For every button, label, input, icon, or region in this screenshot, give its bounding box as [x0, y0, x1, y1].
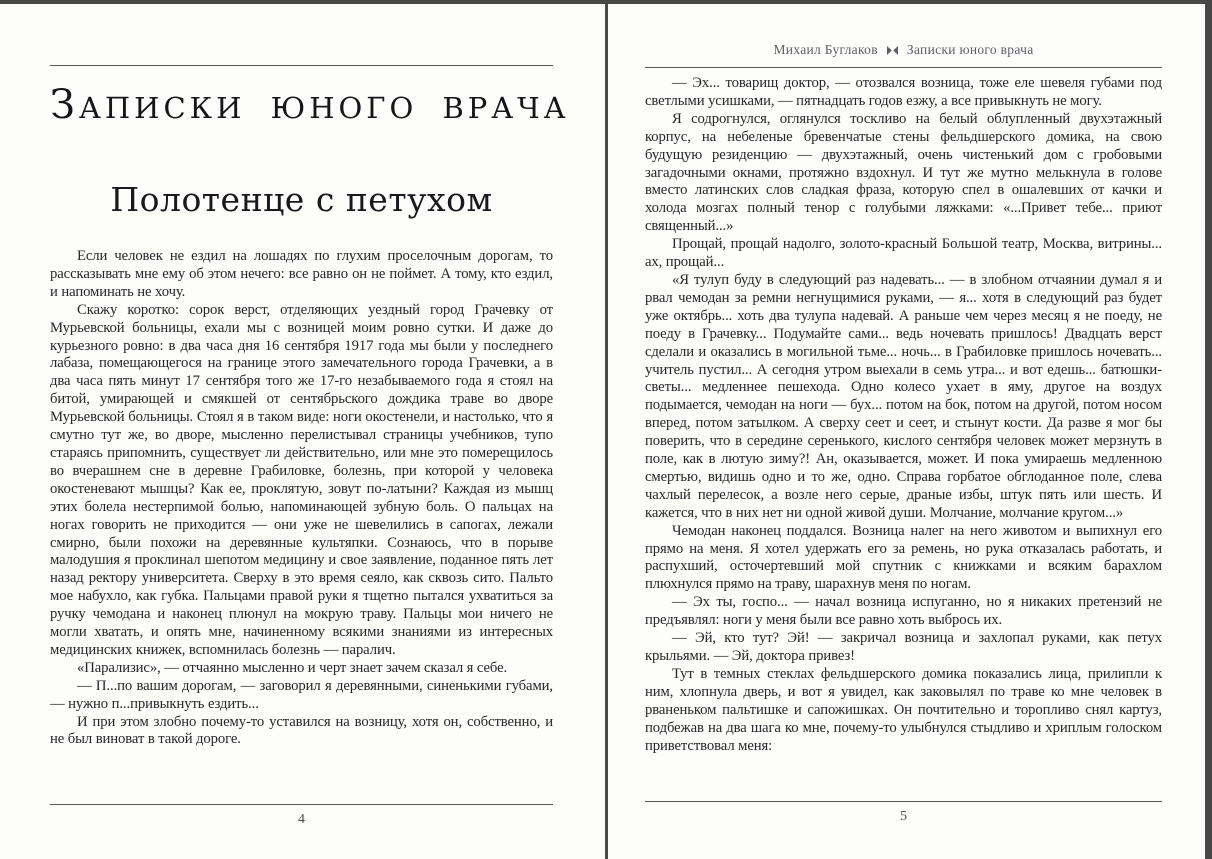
paragraph: Чемодан наконец поддался. Возница налег на него животом и выпихнул его прямо на меня. Я хотел удержать его за ремень, но рука отказалась работать, и распухший, осточертевший мой спутник с книжками и всяким барахлом плюхнулся прямо на траву, шарахнув меня по ногам. [645, 522, 1162, 593]
series-title: ЗАПИСКИ ЮНОГО ВРАЧА [50, 82, 570, 128]
paragraph: «Парализис», — отчаянно мысленно и черт знает зачем сказал я себе. [77, 659, 508, 676]
page-left [0, 4, 605, 859]
window-frame-right [1205, 0, 1212, 859]
paragraph: — Эй, кто тут? Эй! — закричал возница и захлопал руками, как петух крыльями. — Эй, доктора привез! [645, 630, 1162, 664]
page-right [608, 4, 1205, 859]
paragraph: Тут в темных стеклах фельдшерского домика показались лица, прилипли к ним, хлопнула дверь, и вот я увидел, как заковылял по траве ко мне человек в рваненьком пальтишке и сапожишках. Он почтительно и торопливо снял картуз, подбежав на два шага ко мне, почему-то улыбнулся стыдливо и хриплым голоском приветствовал меня: [645, 665, 1162, 754]
paragraph: Прощай, прощай надолго, золото-красный Большой театр, Москва, витрины... ах, прощай... [645, 236, 1162, 271]
left-footer-rule [50, 804, 553, 805]
paragraph: Если человек не ездил на лошадях по глухим проселочным дорогам, то рассказывать мне ему об этом нечего: все равно он не поймет. А тому, кто ездил, и напоминать не хочу. [50, 248, 553, 300]
chapter-title: Полотенце с петухом [110, 180, 493, 219]
window-frame-top [0, 0, 1212, 4]
paragraph: И при этом злобно почему-то уставился на возницу, хотя он, собственно, и не был виноват в такой дороге. [50, 713, 553, 748]
left-page-text [50, 248, 553, 749]
right-header-rule [645, 67, 1162, 68]
paragraph: — П...по вашим дорогам, — заговорил я деревянными, синенькими губами, — нужно п...привыкнуть ездить... [50, 677, 553, 712]
page-number-right: 5 [900, 809, 907, 824]
paragraph: Скажу коротко: сорок верст, отделяющих уездный город Грачевку от Мурьевской больницы, ехали мы с возницей моим ровно сутки. И даже до курьезного ровно: в два часа дня 16 сентября 1917 года мы были у последнего лабаза, помещающегося на границе этого замечательного города Грачевки, а в два часа пять минут 17 сентября того же 17-го незабываемого года я стоял на битой, умирающей и смякшей от сентябрьского дождика траве во дворе Мурьевской больницы. Стоял я в таком виде: ноги окостенели, и настолько, что я смутно тут же, во дворе, мысленно перелистывал страницы учебников, тупо стараясь припомнить, существует ли действительно, или мне это померещилось во вчерашнем сне в деревне Грабиловке, болезнь, при которой у человека окостеневают мышцы? Как ее, проклятую, зовут по-латыни? Каждая из мышц этих болела нестерпимой болью, напоминающей зубную боль. О пальцах на ногах говорить не приходится — они уже не шевелились в сапогах, лежали смирно, были похожи на деревянные культяпки. Сознаюсь, что в порыве малодушия я проклинал шепотом медицину и свое заявление, поданное пять лет назад ректору университета. Сверху в это время сеяло, как сквозь сито. Пальто мое набухло, как губка. Пальцами правой руки я тщетно пытался ухватиться за ручку чемодана и наконец плюнул на мокрую траву. Пальцы мои ничего не могли хватать, и опять мне, начиненному всякими знаниями из интересных медицинских книжек, вспомнилась болезнь — паралич. [50, 301, 553, 658]
running-header [645, 42, 1162, 58]
page-spread-divider [605, 0, 608, 859]
running-header-author: Михаил Буглаков [773, 42, 878, 57]
left-header-rule [50, 65, 553, 66]
bowtie-ornament-icon [887, 46, 898, 55]
running-header-book-title: Записки юного врача [906, 42, 1034, 57]
paragraph: Я содрогнулся, оглянулся тоскливо на белый облупленный двухэтажный корпус, на небеленые бревенчатые стены фельдшерского домика, на свою будущую резиденцию — двухэтажный, очень чистенький дом с гробовыми загадочными окнами, протяжно вздохнул. И тут же мутно мелькнула в голове вместо латинских слов сладкая фраза, которую спел в ошалевших от качки и холода мозгах полный тенор с голубыми ляжками: «...Привет тебе... приют священный...» [645, 110, 1162, 235]
right-page-text [645, 75, 1162, 755]
page-number-left: 4 [298, 812, 305, 827]
paragraph: — Эх ты, госпо... — начал возница испуганно, но я никаких претензий не предъявлял: ноги у меня были все равно хоть выбрось их. [645, 594, 1162, 629]
paragraph: — Эх... товарищ доктор, — отозвался возница, тоже еле шевеля губами под светлыми усишками, — пятнадцать годов езжу, а все привыкнуть не могу. [645, 75, 1162, 109]
paragraph: «Я тулуп буду в следующий раз надевать... — в злобном отчаянии думал я и рвал чемодан за ремни негнущимися руками, — я... хотя в следующий раз будет уже октябрь... хоть два тулупа надевай. А раньше чем через месяц я не поеду, не поеду в Грачевку... Подумайте сами... ведь ночевать пришлось! Двадцать верст сделали и оказались в могильной тьме... ночь... в Грабиловке пришлось ночевать... учитель пустил... А сегодня утром выехали в семь утра... и вот едешь... батюшки-светы... медленнее пешехода. Одно колесо ухает в яму, другое на воздух подымается, чемодан на ноги — бух... потом на бок, потом на другой, потом носом вперед, потом затылком. А сверху сеет и сеет, и стынут кости. Да разве я мог бы поверить, что в середине серенького, кислого сентября человек может мерзнуть в поле, как в лютую зиму?! Ан, оказывается, может. И пока умираешь медленною смертью, видишь одно и то же, одно. Справа горбатое обглоданное поле, слева чахлый перелесок, а возле него серые, драные избы, штук пять или шесть. И кажется, что в них нет ни одной живой души. Молчание, молчание кругом...» [645, 271, 1162, 521]
right-footer-rule [645, 801, 1162, 802]
